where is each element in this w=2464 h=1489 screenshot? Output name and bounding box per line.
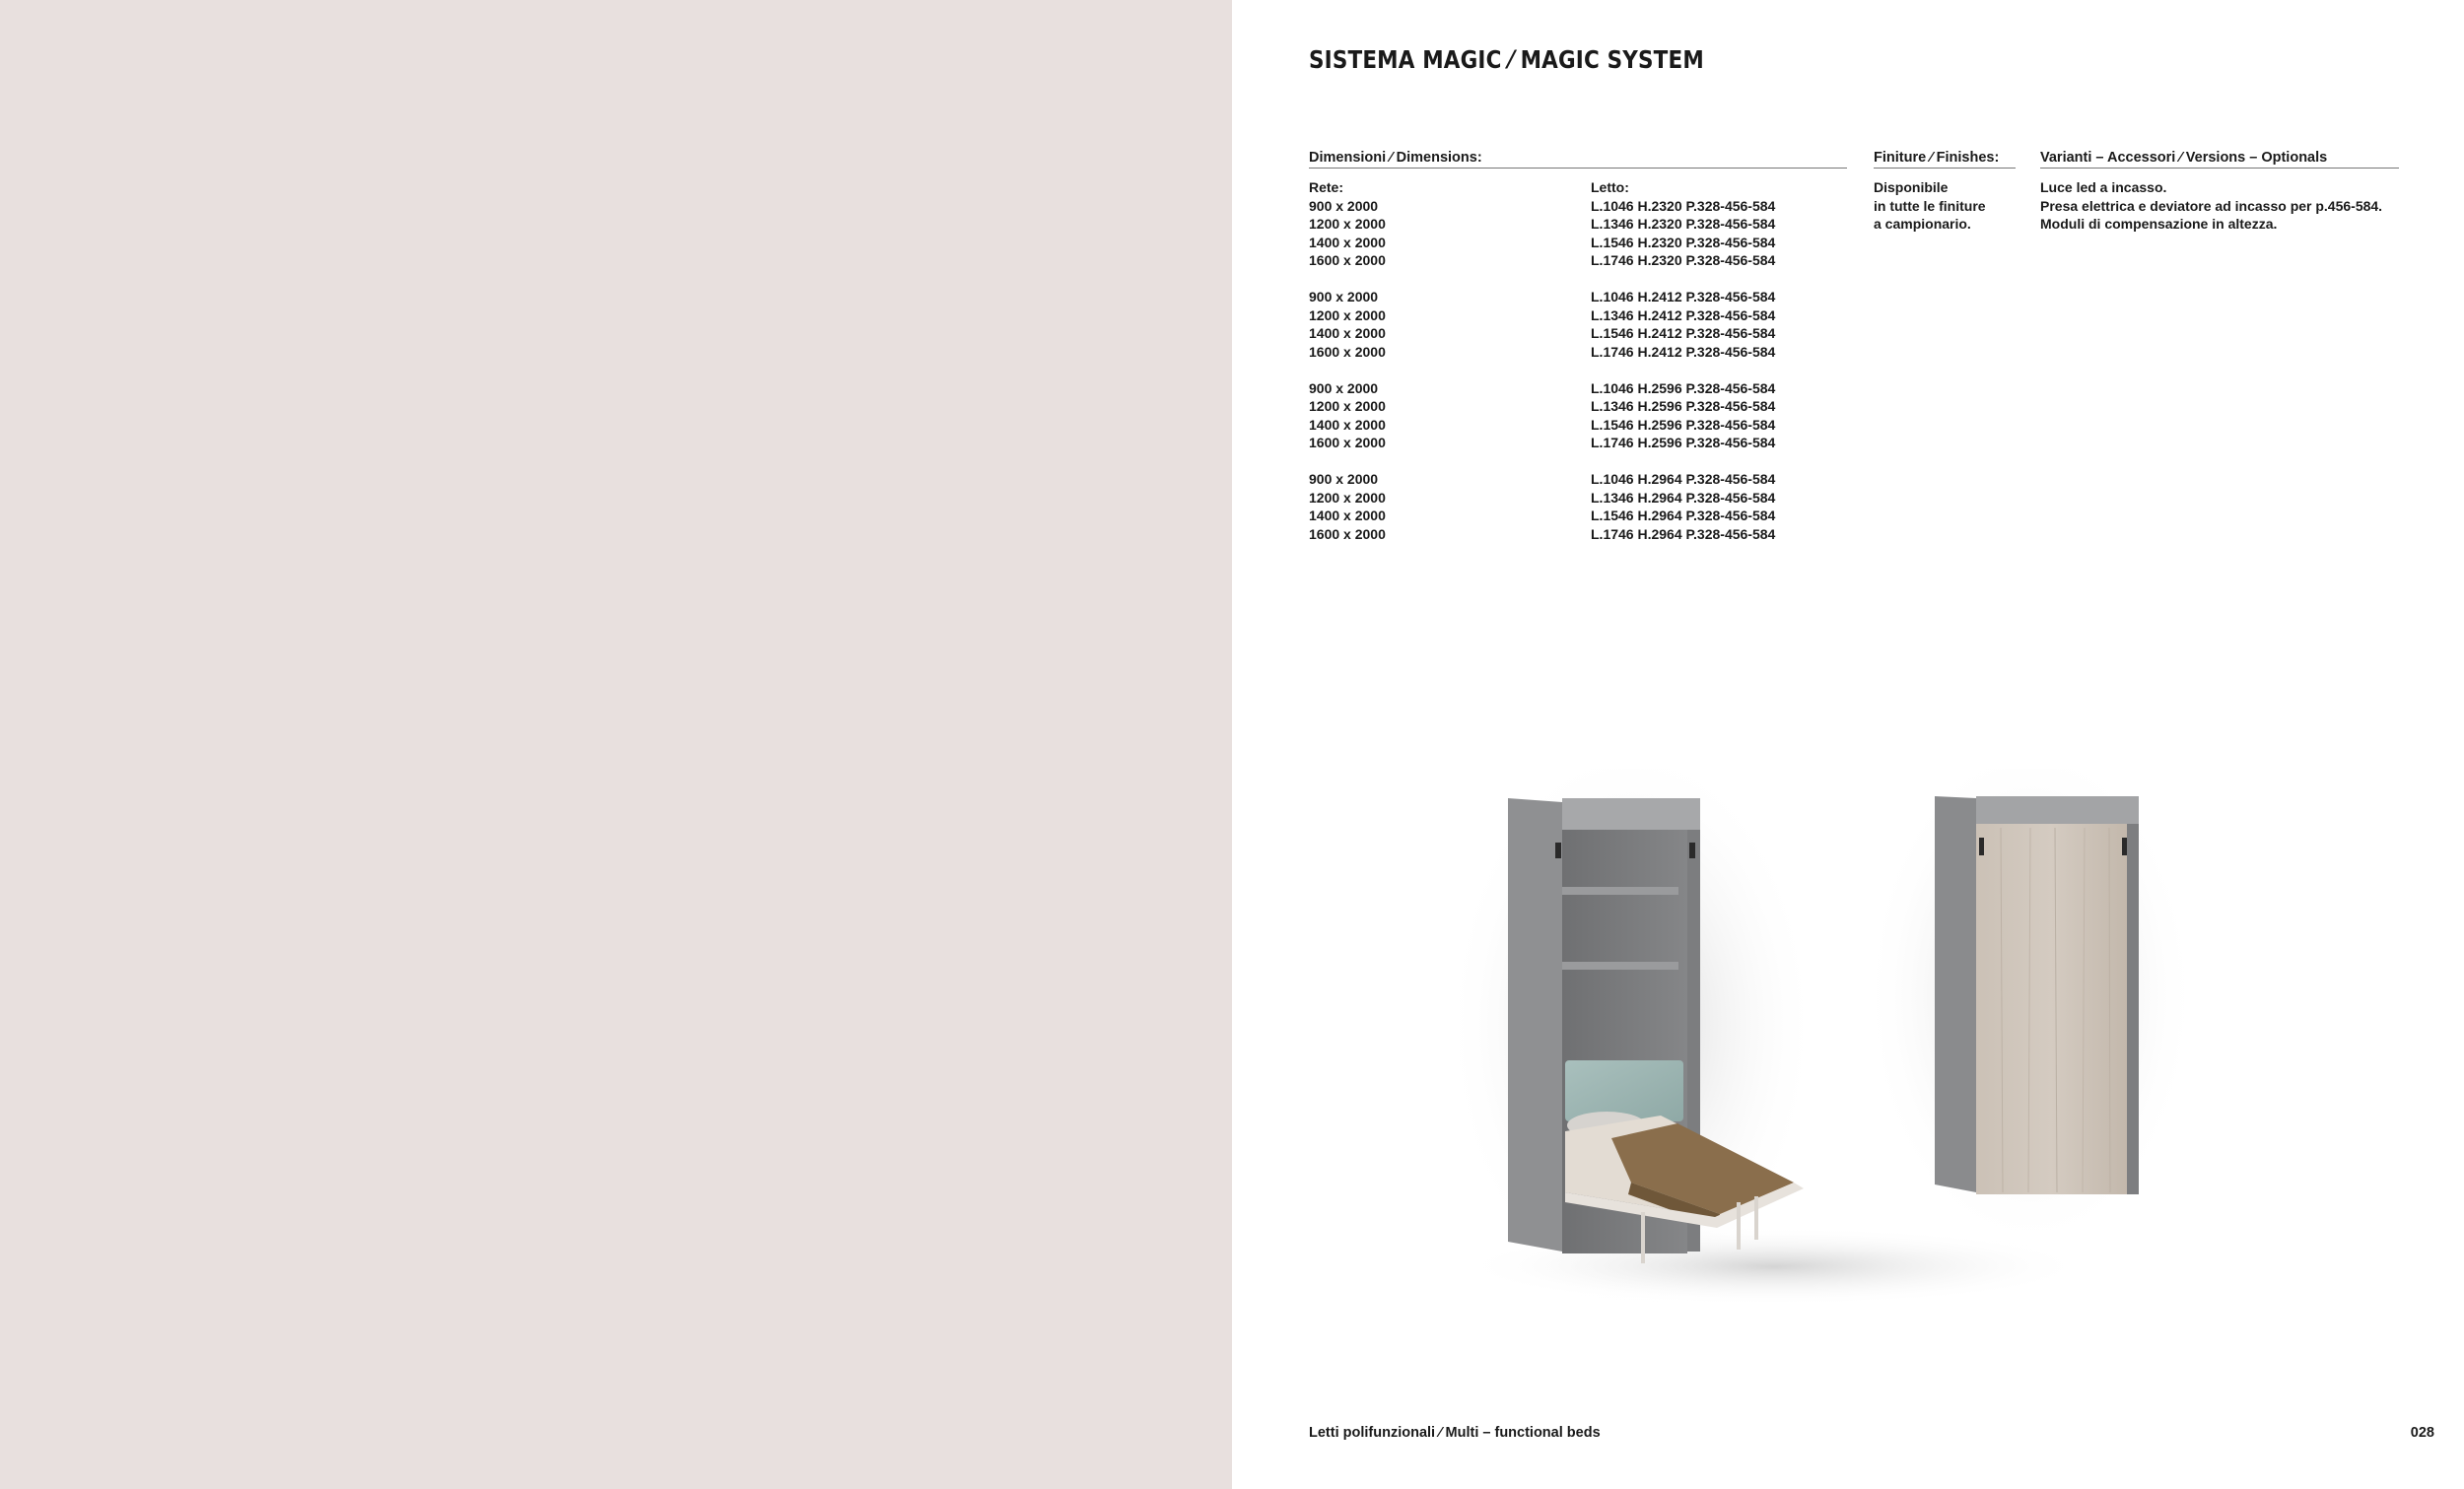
finishes-line: Disponibile xyxy=(1874,179,1949,195)
rete-value: 1200 x 2000 xyxy=(1309,489,1386,506)
footer-section-label: Letti polifunzionali ⁄ Multi – functional beds xyxy=(1309,1425,1601,1441)
letto-column xyxy=(1591,178,1847,543)
letto-value: L.1046 H.2596 P.328-456-584 xyxy=(1591,379,1776,396)
cabinet-side-panel xyxy=(1508,798,1562,1252)
rete-value: 1200 x 2000 xyxy=(1309,216,1386,232)
letto-value: L.1746 H.2964 P.328-456-584 xyxy=(1591,525,1776,542)
finishes-line: a campionario. xyxy=(1874,216,1971,232)
letto-value: L.1346 H.2964 P.328-456-584 xyxy=(1591,489,1776,506)
rete-value: 1400 x 2000 xyxy=(1309,325,1386,341)
letto-label: Letto: xyxy=(1591,179,1629,195)
letto-value: L.1046 H.2412 P.328-456-584 xyxy=(1591,289,1776,305)
dimensions-heading: Dimensioni ⁄ Dimensions: xyxy=(1309,150,1847,169)
catalog-page xyxy=(1232,0,2464,1489)
letto-value: L.1346 H.2596 P.328-456-584 xyxy=(1591,398,1776,414)
handle-icon xyxy=(2122,838,2127,855)
page-title: SISTEMA MAGIC ⁄ MAGIC SYSTEM xyxy=(1309,45,1704,74)
letto-value: L.1746 H.2596 P.328-456-584 xyxy=(1591,435,1776,450)
letto-value: L.1546 H.2596 P.328-456-584 xyxy=(1591,416,1776,433)
rete-value: 1400 x 2000 xyxy=(1309,508,1386,523)
product-photo xyxy=(1449,769,2296,1320)
rete-value: 1600 x 2000 xyxy=(1309,525,1386,542)
rete-value: 1600 x 2000 xyxy=(1309,435,1386,450)
finishes-heading: Finiture ⁄ Finishes: xyxy=(1874,150,2016,169)
closed-cabinet-side xyxy=(1935,796,1976,1192)
bed-leg xyxy=(1737,1202,1741,1250)
rete-value: 1200 x 2000 xyxy=(1309,398,1386,414)
page-number: 028 xyxy=(2410,1425,2434,1441)
letto-value: L.1746 H.2320 P.328-456-584 xyxy=(1591,252,1776,268)
rete-value: 900 x 2000 xyxy=(1309,379,1379,396)
variants-line: Presa elettrica e deviatore ad incasso per p.456-584. xyxy=(2040,197,2383,214)
variants-section xyxy=(2040,150,2399,234)
variants-line: Luce led a incasso. xyxy=(2040,179,2167,195)
headboard xyxy=(1565,1060,1683,1121)
letto-value: L.1046 H.2320 P.328-456-584 xyxy=(1591,197,1776,214)
finishes-line: in tutte le finiture xyxy=(1874,197,1986,214)
variants-line: Moduli di compensazione in altezza. xyxy=(2040,216,2278,232)
letto-value: L.1346 H.2320 P.328-456-584 xyxy=(1591,216,1776,232)
hinge-icon xyxy=(1555,843,1561,858)
shelf xyxy=(1562,887,1678,895)
hinge-icon xyxy=(1689,843,1695,858)
letto-value: L.1546 H.2320 P.328-456-584 xyxy=(1591,234,1776,250)
dimensions-section xyxy=(1309,150,1847,542)
rete-value: 1200 x 2000 xyxy=(1309,306,1386,323)
rete-value: 1600 x 2000 xyxy=(1309,343,1386,360)
rete-value: 900 x 2000 xyxy=(1309,289,1379,305)
rete-value: 1400 x 2000 xyxy=(1309,234,1386,250)
cabinet-top-header xyxy=(1562,798,1700,830)
rete-value: 1600 x 2000 xyxy=(1309,252,1386,268)
rete-value: 1400 x 2000 xyxy=(1309,416,1386,433)
variants-heading: Varianti – Accessori ⁄ Versions – Optionals xyxy=(2040,150,2399,169)
finishes-section xyxy=(1874,150,2016,234)
closed-cabinet-top xyxy=(1976,796,2139,824)
letto-value: L.1346 H.2412 P.328-456-584 xyxy=(1591,306,1776,323)
handle-icon xyxy=(1979,838,1984,855)
rete-label: Rete: xyxy=(1309,179,1344,195)
letto-value: L.1546 H.2964 P.328-456-584 xyxy=(1591,508,1776,523)
letto-value: L.1046 H.2964 P.328-456-584 xyxy=(1591,471,1776,487)
rete-value: 900 x 2000 xyxy=(1309,471,1379,487)
letto-value: L.1746 H.2412 P.328-456-584 xyxy=(1591,343,1776,360)
shelf xyxy=(1562,962,1678,970)
wood-door xyxy=(1976,824,2127,1194)
bed-leg xyxy=(1754,1196,1758,1240)
rete-value: 900 x 2000 xyxy=(1309,197,1379,214)
letto-value: L.1546 H.2412 P.328-456-584 xyxy=(1591,325,1776,341)
bed-leg xyxy=(1641,1212,1645,1263)
closed-cabinet-right-side xyxy=(2127,824,2139,1194)
rete-column xyxy=(1309,178,1565,543)
